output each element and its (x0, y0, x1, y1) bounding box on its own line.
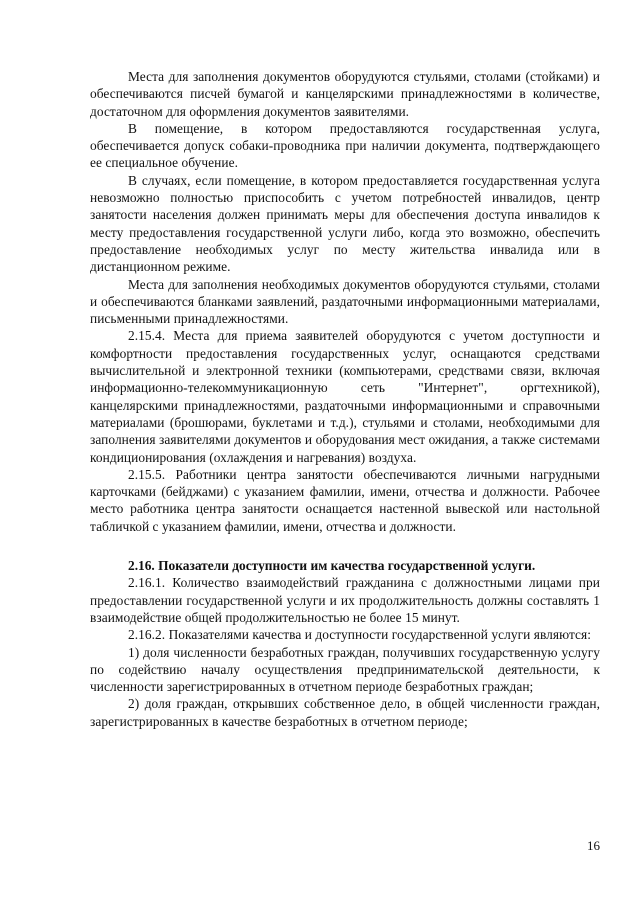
paragraph-2-16-1: 2.16.1. Количество взаимодействий гражданина с должностными лицами при предоставлении государственной услуги и их продолжительность должны составлять 1 взаимодействие общей продолжительностью не более 15 минут. (90, 575, 600, 625)
list-item-2: 2) доля граждан, открывших собственное дело, в общей численности граждан, зарегистрированных в качестве безработных в отчетном периоде; (90, 696, 600, 729)
paragraph-forms-places: Места для заполнения необходимых документов оборудуются стульями, столами и обеспечиваются бланками заявлений, раздаточными информационными материалами, письменными принадлежностями. (90, 276, 600, 327)
paragraph-2-16-2: 2.16.2. Показателями качества и доступности государственной услуги являются: (128, 627, 592, 643)
paragraph-guide-dog-access: В помещение, в котором предоставляются государственная услуга, обеспечивается допуск собаки-проводника при наличии документа, подтверждающего ее специальное обучение. (90, 120, 600, 171)
document-page (90, 68, 600, 730)
paragraph-disabled-access: В случаях, если помещение, в котором предоставляется государственная услуга невозможно полностью приспособить с учетом потребностей инвалидов, центр занятости населения должен принимать меры для обеспечения доступа инвалидов к месту предоставления государственной услуги либо, когда это возможно, обеспечить предоставление необходимых услуг по месту жительства инвалида или в дистанционном режиме. (90, 172, 600, 275)
paragraph-2-15-5: 2.15.5. Работники центра занятости обеспечиваются личными нагрудными карточками (бейджами) с указанием фамилии, имени, отчества и должности. Рабочее место работника центра занятости оснащается настенной вывеской или настольной табличкой с указанием фамилии, имени, отчества и должности. (90, 466, 600, 534)
paragraph-document-places: Места для заполнения документов оборудуются стульями, столами (стойками) и обеспечиваются писчей бумагой и канцелярскими принадлежностями в количестве, достаточном для оформления документов заявителями. (90, 69, 600, 119)
section-heading-2-16: 2.16. Показатели доступности им качества государственной услуги. (128, 558, 536, 574)
paragraph-2-15-4: 2.15.4. Места для приема заявителей оборудуются с учетом доступности и комфортности предоставления государственных услуг, оснащаются средствами вычислительной и электронной техники (компьютерами, средствами связи, включая информационно-телекоммуникационную сеть "Интернет", оргтехникой), канцелярскими принадлежностями, раздаточными информационными и справочными материалами (брошюрами, буклетами и т.д.), стульями и столами, необходимыми для заполнения заявителями документов и оборудования мест ожидания, а также системами кондиционирования (охлаждения и нагревания) воздуха. (90, 328, 600, 465)
page-number: 16 (587, 838, 600, 853)
list-item-1: 1) доля численности безработных граждан, получивших государственную услугу по содействию началу осуществления предпринимательской деятельности, к численности зарегистрированных в отчетном периоде безработных граждан; (90, 644, 600, 695)
